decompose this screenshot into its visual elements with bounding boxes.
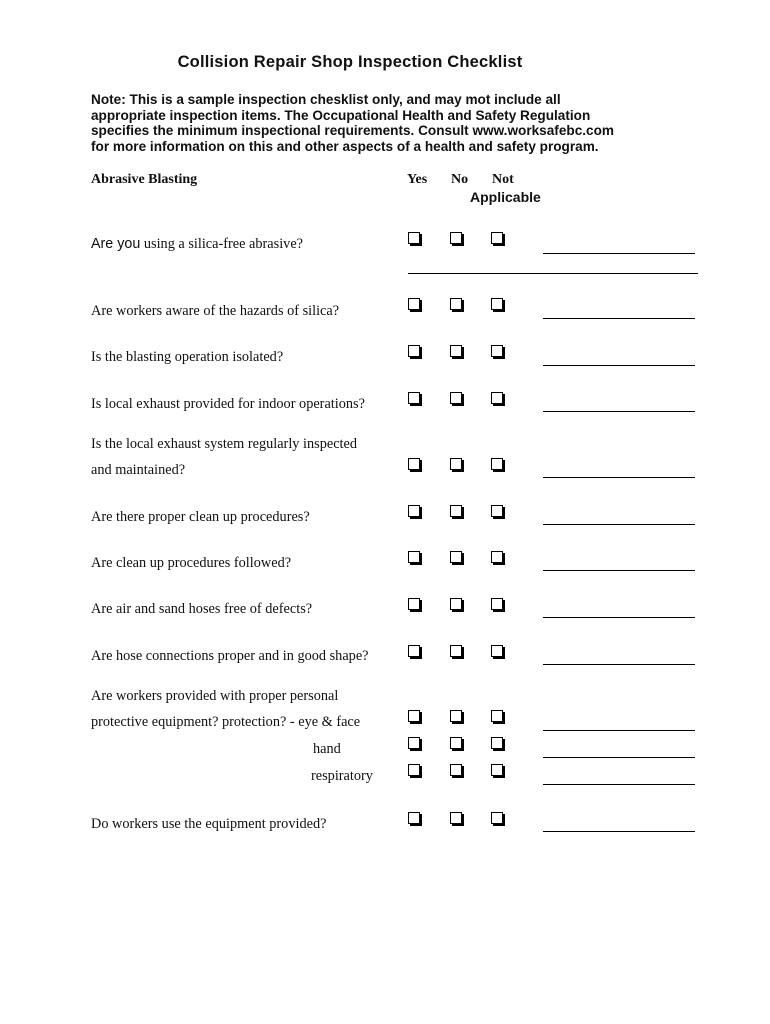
- comment-line[interactable]: [543, 617, 695, 618]
- comment-line[interactable]: [543, 664, 695, 665]
- checkbox-yes[interactable]: [408, 505, 420, 517]
- question-7: Are clean up procedures followed?: [91, 555, 292, 571]
- checkbox-not-applicable[interactable]: [491, 551, 503, 563]
- column-header-not: Not: [492, 172, 514, 187]
- comment-line[interactable]: [543, 411, 695, 412]
- checkbox-no[interactable]: [450, 392, 462, 404]
- checkbox-no[interactable]: [450, 710, 462, 722]
- checkbox-no[interactable]: [450, 458, 462, 470]
- divider: [408, 273, 698, 274]
- note-line: Note: This is a sample inspection chesklist only, and may mot include all: [91, 92, 561, 107]
- checkbox-not-applicable[interactable]: [491, 458, 503, 470]
- checkbox-not-applicable[interactable]: [491, 505, 503, 517]
- checkbox-no[interactable]: [450, 737, 462, 749]
- checkbox-not-applicable[interactable]: [491, 598, 503, 610]
- note-line: appropriate inspection items. The Occupational Health and Safety Regulation: [91, 107, 591, 123]
- checkbox-not-applicable[interactable]: [491, 392, 503, 404]
- checkbox-no[interactable]: [450, 764, 462, 776]
- comment-line[interactable]: [543, 570, 695, 571]
- comment-line[interactable]: [543, 730, 695, 731]
- checkbox-not-applicable[interactable]: [491, 345, 503, 357]
- checkbox-yes[interactable]: [408, 232, 420, 244]
- section-title: Abrasive Blasting: [91, 172, 198, 187]
- question-2: Are workers aware of the hazards of silica?: [91, 303, 340, 319]
- checkbox-no[interactable]: [450, 505, 462, 517]
- question-10-sub-hand: hand: [313, 741, 341, 757]
- checkbox-no[interactable]: [450, 298, 462, 310]
- column-header-yes: Yes: [407, 172, 428, 187]
- checkbox-not-applicable[interactable]: [491, 812, 503, 824]
- question-1-text: using a silica-free abrasive?: [140, 236, 304, 252]
- note-line: for more information on this and other aspects of a health and safety program.: [91, 139, 599, 155]
- page-title: Collision Repair Shop Inspection Checklist: [177, 53, 523, 71]
- question-8: Are air and sand hoses free of defects?: [91, 601, 313, 617]
- checkbox-not-applicable[interactable]: [491, 737, 503, 749]
- checkbox-not-applicable[interactable]: [491, 710, 503, 722]
- checkbox-not-applicable[interactable]: [491, 232, 503, 244]
- checkbox-yes[interactable]: [408, 812, 420, 824]
- question-5-line-2: and maintained?: [91, 462, 186, 478]
- checkbox-yes[interactable]: [408, 551, 420, 563]
- checkbox-no[interactable]: [450, 645, 462, 657]
- checkbox-no[interactable]: [450, 551, 462, 563]
- checkbox-yes[interactable]: [408, 598, 420, 610]
- checkbox-yes[interactable]: [408, 298, 420, 310]
- question-6: Are there proper clean up procedures?: [91, 509, 310, 525]
- comment-line[interactable]: [543, 784, 695, 785]
- question-1: [91, 236, 303, 253]
- question-4: Is local exhaust provided for indoor operations?: [91, 396, 365, 412]
- column-header-applicable: Applicable: [470, 189, 541, 205]
- comment-line[interactable]: [543, 477, 695, 478]
- question-3: Is the blasting operation isolated?: [91, 349, 284, 365]
- comment-line[interactable]: [543, 524, 695, 525]
- question-5-line-1: Is the local exhaust system regularly inspected: [91, 436, 358, 452]
- checkbox-no[interactable]: [450, 812, 462, 824]
- question-11: Do workers use the equipment provided?: [91, 816, 327, 832]
- question-9: Are hose connections proper and in good shape?: [91, 648, 369, 664]
- checkbox-yes[interactable]: [408, 645, 420, 657]
- checkbox-yes[interactable]: [408, 345, 420, 357]
- note-line: specifies the minimum inspectional requirements. Consult www.worksafebc.com: [91, 123, 614, 139]
- question-1-lead: Are you: [91, 236, 141, 252]
- column-header-no: No: [451, 172, 469, 187]
- question-10-sub-respiratory: respiratory: [311, 768, 373, 784]
- checkbox-yes[interactable]: [408, 737, 420, 749]
- question-10-line-2: protective equipment? protection? - eye & face: [91, 714, 361, 730]
- comment-line[interactable]: [543, 365, 695, 366]
- disclaimer-note: [91, 92, 731, 155]
- checkbox-yes[interactable]: [408, 764, 420, 776]
- checkbox-no[interactable]: [450, 345, 462, 357]
- checkbox-yes[interactable]: [408, 710, 420, 722]
- question-10-line-1: Are workers provided with proper personal: [91, 688, 339, 704]
- checkbox-not-applicable[interactable]: [491, 764, 503, 776]
- checkbox-not-applicable[interactable]: [491, 298, 503, 310]
- comment-line[interactable]: [543, 757, 695, 758]
- checkbox-no[interactable]: [450, 232, 462, 244]
- checkbox-yes[interactable]: [408, 392, 420, 404]
- comment-line[interactable]: [543, 253, 695, 254]
- checkbox-yes[interactable]: [408, 458, 420, 470]
- checkbox-not-applicable[interactable]: [491, 645, 503, 657]
- comment-line[interactable]: [543, 318, 695, 319]
- comment-line[interactable]: [543, 831, 695, 832]
- checkbox-no[interactable]: [450, 598, 462, 610]
